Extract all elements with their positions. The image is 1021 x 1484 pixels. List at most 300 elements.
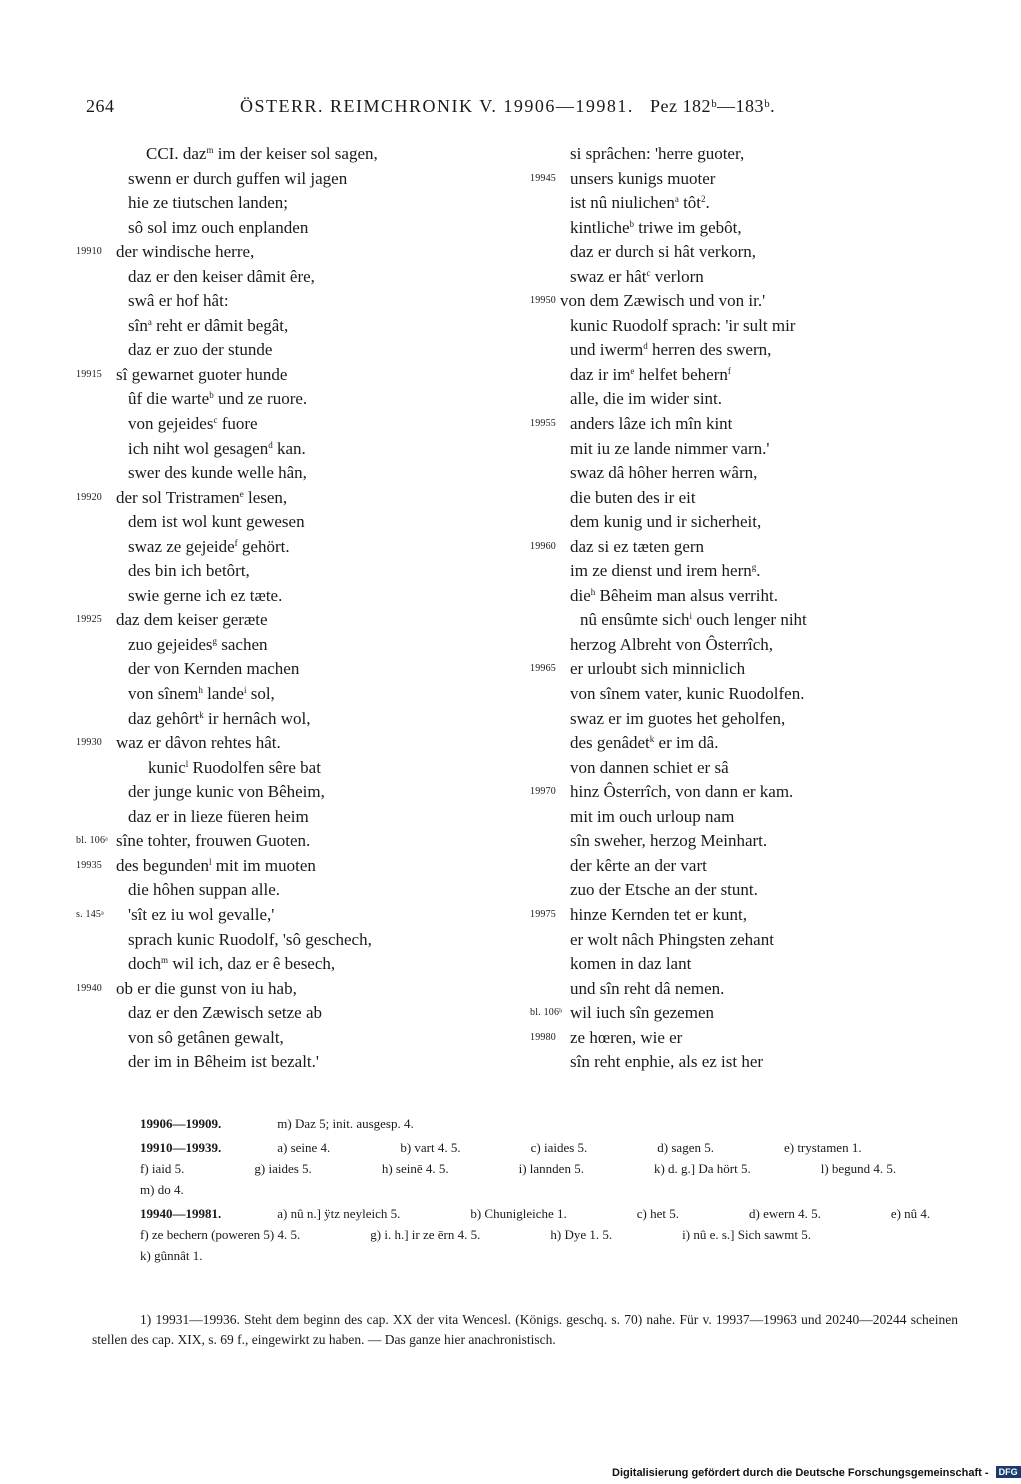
verse-line xyxy=(76,240,536,265)
line-number: bl. 106ᵃ xyxy=(76,835,109,847)
verse-line xyxy=(530,265,990,290)
verse-text xyxy=(128,928,372,953)
verse-line xyxy=(530,707,990,732)
verse-segment: dem ist wol kunt gewesen xyxy=(128,512,305,532)
verse-segment: daz gehôrt xyxy=(128,708,200,728)
verse-text xyxy=(570,780,793,805)
verse-line xyxy=(76,1001,536,1026)
apparatus-entry xyxy=(92,1203,958,1266)
verse-text xyxy=(116,486,287,511)
footnote-marker: f xyxy=(234,537,238,548)
verse-text xyxy=(570,805,734,830)
apparatus-variant: e) trystamen 1. xyxy=(783,1140,862,1155)
verse-line xyxy=(530,167,990,192)
verse-segment: er urloubt sich minniclich xyxy=(570,659,746,679)
line-number: 19965 xyxy=(530,663,556,675)
verse-segment: die buten des ir eit xyxy=(570,487,696,507)
line-number: 19945 xyxy=(530,172,556,184)
footnote-marker: b xyxy=(209,390,214,401)
verse-text xyxy=(116,731,281,756)
line-number: 19970 xyxy=(530,786,556,798)
footnote: 1) 19931—19936. Steht dem beginn des cap. XX der vita Wencesl. (Königs. geschq. s. 70) nahe. Für v. 19937—19963 und 20240—20244 scheinen stellen des cap. XIX, s. 69 f., eingewirkt zu haben. — Das ganze hier anachronistisch. xyxy=(92,1312,958,1347)
verse-text xyxy=(570,878,758,903)
line-number: 19930 xyxy=(76,737,102,749)
verse-segment: sîn reht enphie, als ez ist her xyxy=(570,1052,764,1072)
verse-text xyxy=(570,928,774,953)
verse-text xyxy=(128,707,310,732)
verse-line xyxy=(76,461,536,486)
verse-segment: swaz er hât xyxy=(570,266,647,286)
line-number: 19955 xyxy=(530,418,556,430)
verse-segment: des bin ich betôrt, xyxy=(128,561,250,581)
verse-segment: hie ze tiutschen landen; xyxy=(128,193,289,213)
apparatus-variant: k) d. g.] Da hört 5. xyxy=(653,1161,751,1176)
verse-line xyxy=(76,363,536,388)
verse-text xyxy=(570,977,724,1002)
verse-text xyxy=(570,461,757,486)
footnote-marker: d xyxy=(268,439,273,450)
verse-line xyxy=(530,633,990,658)
verse-segment: helfet behern xyxy=(634,364,728,384)
verse-text xyxy=(128,461,307,486)
verse-segment: swâ er hof hât: xyxy=(128,291,229,311)
verse-segment: nû ensûmte sich xyxy=(580,610,690,630)
verse-segment: die xyxy=(570,585,591,605)
verse-segment: komen in daz lant xyxy=(570,954,692,974)
verse-line xyxy=(76,289,536,314)
verse-segment: unsers kunigs muoter xyxy=(570,168,716,188)
verse-text xyxy=(570,903,747,928)
line-number: 19910 xyxy=(76,246,102,258)
verse-text xyxy=(560,289,765,314)
line-number: 19920 xyxy=(76,491,102,503)
verse-text xyxy=(128,805,309,830)
verse-line xyxy=(530,387,990,412)
verse-text xyxy=(570,191,710,216)
verse-text xyxy=(570,240,756,265)
verse-text xyxy=(570,142,744,167)
verse-segment: si sprâchen: 'herre guoter, xyxy=(570,144,745,163)
verse-line xyxy=(530,289,990,314)
verse-line xyxy=(76,756,536,781)
verse-segment: von gejeides xyxy=(128,414,214,434)
verse-segment: lande xyxy=(202,684,244,704)
verse-line xyxy=(76,977,536,1002)
verse-text xyxy=(570,829,767,854)
verse-segment: swie gerne ich ez tæte. xyxy=(128,585,283,605)
verse-line xyxy=(530,952,990,977)
verse-text xyxy=(116,240,254,265)
verse-text xyxy=(128,216,308,241)
verse-text xyxy=(116,854,316,879)
verse-text xyxy=(128,952,335,977)
verse-line xyxy=(76,191,536,216)
verse-segment: der kêrte an der vart xyxy=(570,855,707,875)
footnote-marker: a xyxy=(147,316,152,327)
verse-line xyxy=(530,535,990,560)
verse-segment: reht er dâmit begât, xyxy=(151,315,289,335)
verse-text xyxy=(570,657,745,682)
critical-apparatus xyxy=(92,1113,958,1269)
footnote-marker: e xyxy=(630,365,635,376)
verse-line xyxy=(76,167,536,192)
verse-line xyxy=(76,584,536,609)
footnote-marker: h xyxy=(590,586,596,597)
apparatus-entry xyxy=(92,1113,958,1134)
footnote-marker: 2 xyxy=(701,194,706,205)
verse-line xyxy=(530,829,990,854)
footnote-marker: g xyxy=(212,635,217,646)
verse-line xyxy=(76,1050,536,1075)
verse-text xyxy=(128,412,258,437)
verse-segment: er wolt nâch Phingsten zehant xyxy=(570,929,774,949)
line-number: 19950 xyxy=(530,295,556,307)
verse-segment: kunic xyxy=(148,757,186,777)
verse-line xyxy=(76,486,536,511)
verse-text xyxy=(570,510,761,535)
verse-text xyxy=(570,682,804,707)
verse-segment: ûf die warte xyxy=(128,389,210,409)
verse-segment: swaz dâ hôher herren wârn, xyxy=(570,463,758,483)
verse-segment: ir hernâch wol, xyxy=(203,708,311,728)
verse-segment: ob er die gunst von iu hab, xyxy=(116,978,297,998)
verse-segment: sî gewarnet guoter hunde xyxy=(116,364,288,384)
page-reference: Pez 182ᵇ—183ᵇ. xyxy=(650,96,776,116)
verse-segment: und iwerm xyxy=(570,340,644,360)
verse-line xyxy=(530,854,990,879)
verse-text xyxy=(570,731,718,756)
verse-segment: von dem Zæwisch und von ir.' xyxy=(560,291,766,311)
verse-line xyxy=(530,314,990,339)
apparatus-variant: i) nû e. s.] Sich sawmt 5. xyxy=(682,1227,812,1242)
apparatus-variant: d) ewern 4. 5. xyxy=(748,1206,821,1221)
verse-segment: der junge kunic von Bêheim, xyxy=(128,782,325,802)
verse-segment: der sol Tristramen xyxy=(116,487,240,507)
verse-line xyxy=(76,805,536,830)
verse-segment: wil ich, daz er ê besech, xyxy=(168,954,336,974)
footnote-marker: g xyxy=(751,562,757,573)
verse-text xyxy=(570,486,696,511)
verse-line xyxy=(530,977,990,1002)
verse-text xyxy=(570,1026,682,1051)
verse-segment: anders lâze ich mîn kint xyxy=(570,414,733,434)
verse-text xyxy=(570,584,778,609)
verse-line xyxy=(530,510,990,535)
page-header xyxy=(0,96,1000,126)
footnote-marker: d xyxy=(643,341,648,352)
verse-text xyxy=(128,265,315,290)
verse-text xyxy=(570,535,704,560)
verse-text xyxy=(570,1001,714,1026)
verse-text xyxy=(128,1001,322,1026)
line-number: 19915 xyxy=(76,368,102,380)
verse-line xyxy=(76,952,536,977)
verse-segment: . xyxy=(705,193,710,213)
footnote-marker: m xyxy=(206,145,214,155)
verse-segment: der im in Bêheim ist bezalt.' xyxy=(128,1052,319,1072)
footnote-marker: k xyxy=(649,734,655,745)
verse-text xyxy=(128,1050,319,1075)
apparatus-variant: e) nû 4. xyxy=(890,1206,931,1221)
apparatus-variant: g) i. h.] ir ze ērn 4. 5. xyxy=(370,1227,481,1242)
footer-credit xyxy=(612,1466,1021,1479)
apparatus-variant: a) seine 4. xyxy=(277,1140,331,1155)
verse-line xyxy=(530,805,990,830)
dfg-logo: DFG xyxy=(996,1466,1021,1478)
verse-segment: triwe im gebôt, xyxy=(633,217,742,237)
line-number: 19980 xyxy=(530,1031,556,1043)
verse-segment: gehört. xyxy=(237,536,290,556)
verse-segment: von sô getânen gewalt, xyxy=(128,1027,284,1047)
apparatus-variant: k) gûnnât 1. xyxy=(140,1248,203,1263)
verse-line xyxy=(530,780,990,805)
verse-line xyxy=(530,731,990,756)
verse-text xyxy=(570,338,771,363)
verse-line xyxy=(530,363,990,388)
page-number: 264 xyxy=(86,96,115,116)
footnote-marker: i xyxy=(689,611,693,622)
verse-line xyxy=(76,633,536,658)
verse-text xyxy=(128,559,250,584)
verse-line xyxy=(76,928,536,953)
verse-text xyxy=(128,878,280,903)
running-title: ÖSTERR. REIMCHRONIK V. 19906—19981. xyxy=(240,96,634,116)
verse-segment: Bêheim man alsus verriht. xyxy=(595,585,778,605)
footnote-marker: e xyxy=(239,488,244,499)
verse-text xyxy=(128,191,288,216)
verse-segment: lesen, xyxy=(243,487,288,507)
verse-line xyxy=(530,928,990,953)
verse-text xyxy=(570,437,769,462)
verse-segment: daz er in lieze füeren heim xyxy=(128,806,309,826)
verse-segment: tôt xyxy=(678,193,702,213)
verse-text xyxy=(128,584,282,609)
verse-segment: Ruodolfen sêre bat xyxy=(188,757,321,777)
verse-line xyxy=(530,216,990,241)
verse-segment: daz er den keiser dâmit êre, xyxy=(128,266,315,286)
verse-line xyxy=(76,142,536,167)
verse-line xyxy=(76,829,536,854)
verse-segment: sol, xyxy=(246,684,275,704)
apparatus-variant: m) do 4. xyxy=(140,1182,184,1197)
verse-segment: waz er dâvon rehtes hât. xyxy=(116,733,281,753)
footnote-marker: c xyxy=(646,267,651,278)
verse-line xyxy=(76,682,536,707)
apparatus-range: 19910—19939. xyxy=(140,1140,222,1155)
verse-segment: kunic Ruodolf sprach: 'ir sult mir xyxy=(570,315,796,335)
verse-text xyxy=(570,756,729,781)
verse-column-right xyxy=(530,142,990,1075)
verse-segment: swaz ze gejeide xyxy=(128,536,235,556)
footnote-marker: m xyxy=(161,955,169,966)
verse-segment: daz er durch si hât verkorn, xyxy=(570,242,756,262)
verse-line xyxy=(530,903,990,928)
apparatus-variant: d) sagen 5. xyxy=(657,1140,714,1155)
verse-segment: im der keiser sol sagen, xyxy=(213,144,378,163)
verse-segment: wil iuch sîn gezemen xyxy=(570,1003,714,1023)
verse-line xyxy=(530,461,990,486)
verse-line xyxy=(76,608,536,633)
verse-segment: sîne tohter, frouwen Guoten. xyxy=(116,831,311,851)
verse-line xyxy=(76,903,536,928)
verse-segment: swenn er durch guffen wil jagen xyxy=(128,168,348,188)
verse-segment: des genâdet xyxy=(570,733,650,753)
verse-line xyxy=(76,780,536,805)
verse-text xyxy=(128,387,307,412)
verse-segment: kan. xyxy=(272,438,306,458)
verse-text xyxy=(570,559,761,584)
verse-line xyxy=(76,338,536,363)
verse-line xyxy=(530,338,990,363)
verse-line xyxy=(76,1026,536,1051)
apparatus-variant: g) iaides 5. xyxy=(254,1161,312,1176)
verse-text xyxy=(580,608,807,633)
apparatus-variant: m) Daz 5; init. ausgesp. 4. xyxy=(277,1116,414,1131)
verse-segment: die hôhen suppan alle. xyxy=(128,880,281,900)
verse-segment: CCI. daz xyxy=(146,144,207,163)
apparatus-variant: h) Dye 1. 5. xyxy=(550,1227,613,1242)
footnote-marker: a xyxy=(674,194,679,205)
verse-column-left xyxy=(76,142,536,1075)
verse-line xyxy=(76,510,536,535)
apparatus-variant: i) lannden 5. xyxy=(518,1161,584,1176)
verse-line xyxy=(530,559,990,584)
verse-text xyxy=(570,167,715,192)
verse-line xyxy=(530,756,990,781)
verse-segment: mit iu ze lande nimmer varn.' xyxy=(570,438,770,458)
apparatus-entry xyxy=(92,1137,958,1200)
verse-text xyxy=(128,167,347,192)
verse-line xyxy=(76,216,536,241)
verse-segment: sprach kunic Ruodolf, 'sô geschech, xyxy=(128,929,372,949)
verse-segment: sîn sweher, herzog Meinhart. xyxy=(570,831,768,851)
verse-text xyxy=(570,412,732,437)
verse-segment: im ze dienst und irem hern xyxy=(570,561,752,581)
verse-segment: ze hœren, wie er xyxy=(570,1027,683,1047)
verse-segment: der windische herre, xyxy=(116,242,255,262)
apparatus-variant: h) seinē 4. 5. xyxy=(381,1161,449,1176)
line-number: 19925 xyxy=(76,614,102,626)
apparatus-variant: a) nû n.] ÿtz neyleich 5. xyxy=(277,1206,401,1221)
line-number: bl. 106ᵇ xyxy=(530,1007,563,1019)
verse-text xyxy=(128,633,268,658)
verse-line xyxy=(76,314,536,339)
footnote-marker: i xyxy=(243,685,247,696)
verse-line xyxy=(76,437,536,462)
verse-text xyxy=(128,535,290,560)
verse-segment: . xyxy=(756,561,761,581)
apparatus-variant: f) iaid 5. xyxy=(140,1161,185,1176)
verse-segment: von dannen schiet er sâ xyxy=(570,757,729,777)
verse-line xyxy=(76,535,536,560)
verse-line xyxy=(76,387,536,412)
line-number: s. 145ᵃ xyxy=(76,908,105,920)
verse-text xyxy=(570,216,742,241)
verse-text xyxy=(570,633,773,658)
verse-segment: herren des swern, xyxy=(647,340,772,360)
verse-segment: er im dâ. xyxy=(654,733,719,753)
verse-line xyxy=(530,1001,990,1026)
verse-segment: daz er den Zæwisch setze ab xyxy=(128,1003,322,1023)
verse-line xyxy=(76,559,536,584)
verse-line xyxy=(530,191,990,216)
verse-line xyxy=(530,657,990,682)
verse-segment: fuore xyxy=(217,414,258,434)
line-number: 19960 xyxy=(530,540,556,552)
footnote-marker: l xyxy=(185,758,189,769)
verse-text xyxy=(570,952,691,977)
verse-segment: mit im muoten xyxy=(211,855,316,875)
footnote-marker: b xyxy=(629,218,634,229)
verse-text xyxy=(128,657,299,682)
verse-line xyxy=(530,1050,990,1075)
verse-text xyxy=(570,1050,763,1075)
footnote-marker: k xyxy=(199,709,204,720)
verse-line xyxy=(530,142,990,167)
verse-segment: zuo der Etsche an der stunt. xyxy=(570,880,758,900)
verse-text xyxy=(570,265,704,290)
apparatus-variant: c) iaides 5. xyxy=(530,1140,588,1155)
verse-line xyxy=(76,731,536,756)
verse-line xyxy=(530,412,990,437)
verse-text xyxy=(128,338,272,363)
verse-segment: und sîn reht dâ nemen. xyxy=(570,978,725,998)
verse-text xyxy=(128,903,274,928)
verse-text xyxy=(570,363,731,388)
footnote-marker: f xyxy=(727,365,731,376)
verse-segment: alle, die im wider sint. xyxy=(570,389,723,409)
apparatus-variant: f) ze bechern (poweren 5) 4. 5. xyxy=(140,1227,301,1242)
verse-line xyxy=(530,608,990,633)
verse-line xyxy=(530,878,990,903)
verse-segment: des begunden xyxy=(116,855,210,875)
verse-line xyxy=(530,240,990,265)
verse-segment: swer des kunde welle hân, xyxy=(128,463,307,483)
line-number: 19975 xyxy=(530,908,556,920)
verse-segment: sachen xyxy=(217,634,268,654)
verse-text xyxy=(570,707,785,732)
verse-segment: hinz Ôsterrîch, von dann er kam. xyxy=(570,782,794,802)
verse-line xyxy=(530,1026,990,1051)
line-number: 19940 xyxy=(76,982,102,994)
verse-segment: doch xyxy=(128,954,162,974)
verse-segment: hinze Kernden tet er kunt, xyxy=(570,904,748,924)
verse-text xyxy=(570,314,795,339)
apparatus-variant: l) begund 4. 5. xyxy=(820,1161,897,1176)
verse-text xyxy=(116,829,310,854)
footnotes xyxy=(92,1310,958,1350)
apparatus-variant: b) Chunigleiche 1. xyxy=(470,1206,567,1221)
verse-segment: 'sît ez iu wol gevalle,' xyxy=(128,904,275,924)
verse-text xyxy=(116,608,268,633)
verse-text xyxy=(128,314,288,339)
apparatus-variant: b) vart 4. 5. xyxy=(400,1140,461,1155)
verse-text xyxy=(128,510,305,535)
verse-line xyxy=(76,657,536,682)
verse-text xyxy=(128,1026,284,1051)
verse-text xyxy=(128,780,325,805)
apparatus-range: 19940—19981. xyxy=(140,1206,222,1221)
verse-segment: mit im ouch urloup nam xyxy=(570,806,735,826)
apparatus-variant: c) het 5. xyxy=(636,1206,679,1221)
verse-segment: ouch lenger niht xyxy=(692,610,807,630)
verse-segment: daz er zuo der stunde xyxy=(128,340,273,360)
verse-segment: von sînem xyxy=(128,684,199,704)
verse-text xyxy=(128,437,306,462)
verse-segment: verlorn xyxy=(650,266,704,286)
verse-segment: herzog Albreht von Ôsterrîch, xyxy=(570,634,773,654)
verse-segment: daz dem keiser geræte xyxy=(116,610,268,630)
